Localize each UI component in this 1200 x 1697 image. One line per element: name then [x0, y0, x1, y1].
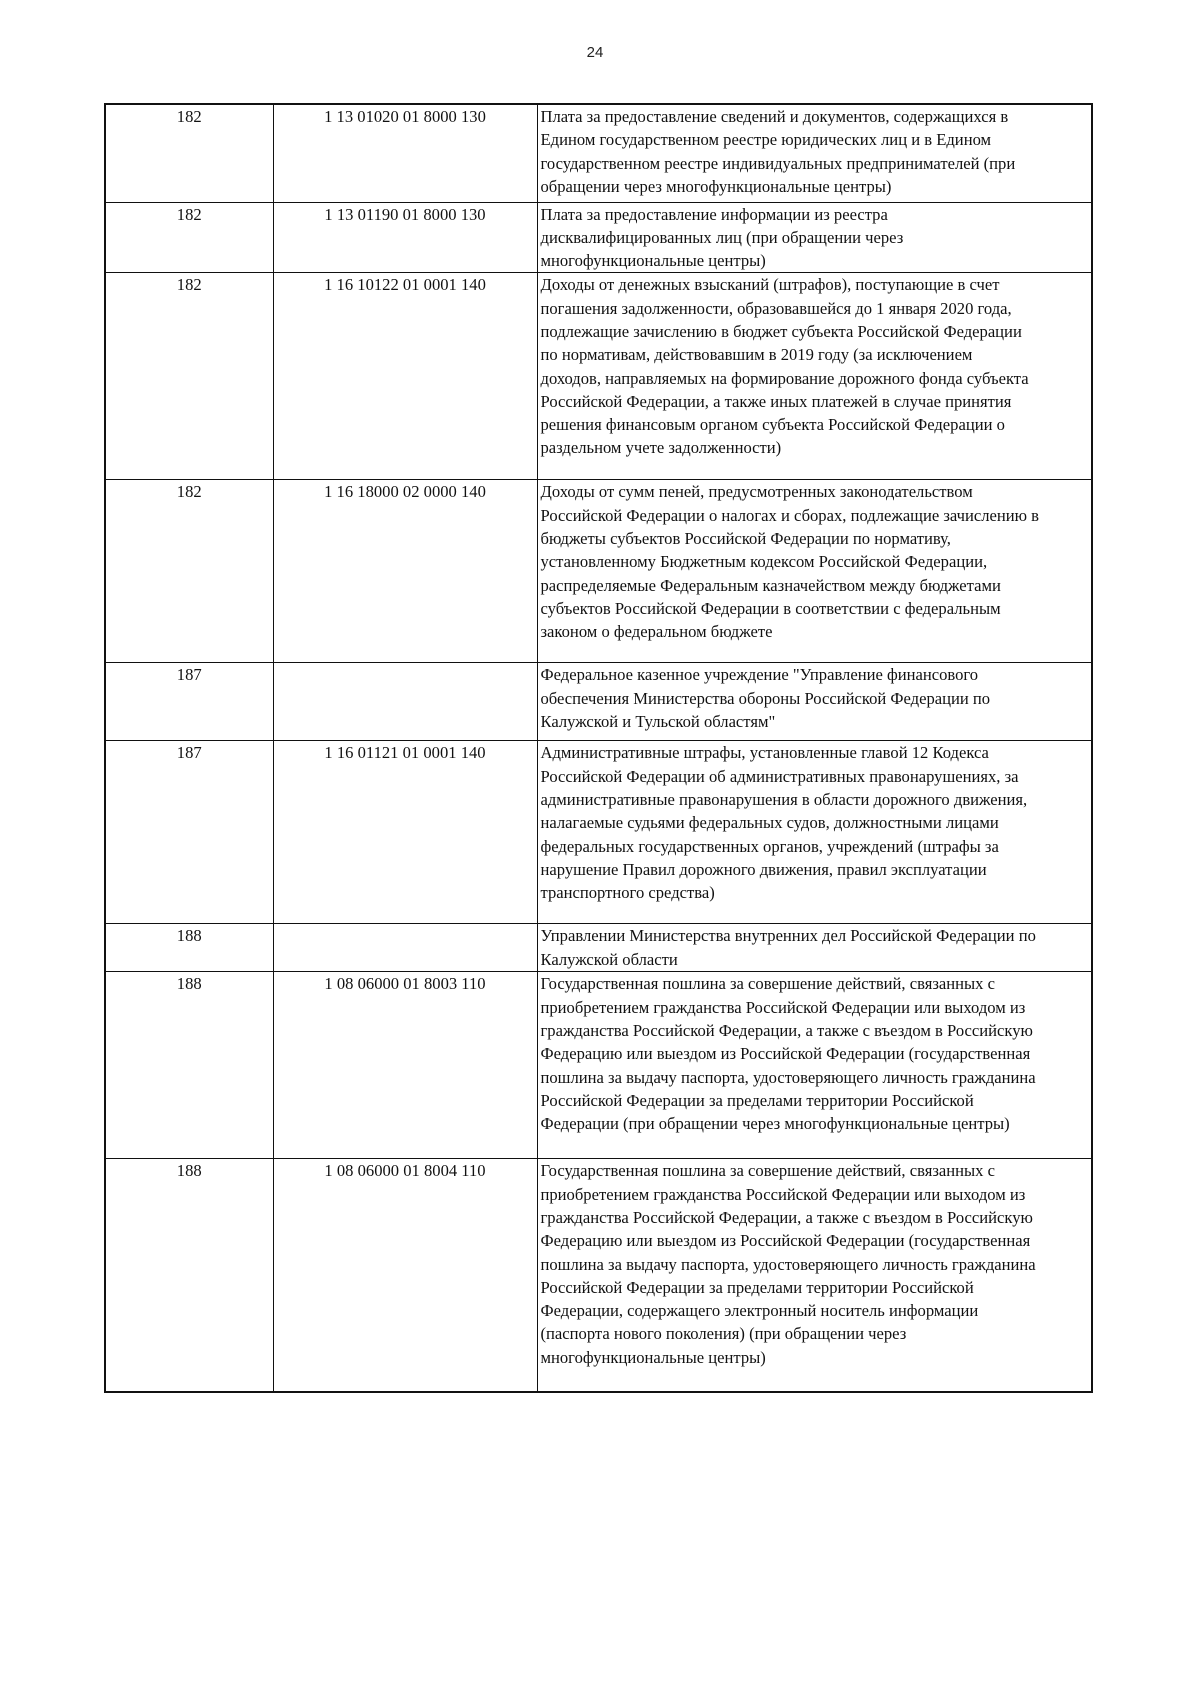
income-name-cell: Доходы от сумм пеней, предусмотренных законодательством Российской Федерации о налогах и сборах, подлежащие зачислению в бюджеты субъектов Российской Федерации по нормативу, установленному Бюджетным кодексом Российской Федерации, распределяемые Федеральным казначейством между бюджетами субъектов Российской Федерации в соответствии с федеральным законом о федеральном бюджете [537, 480, 1092, 663]
admin-code-cell: 187 [105, 741, 273, 924]
budget-code-cell [273, 924, 537, 972]
table-row [105, 663, 1092, 741]
income-name-cell: Плата за предоставление сведений и документов, содержащихся в Едином государственном реестре юридических лиц и в Едином государственном реестре индивидуальных предпринимателей (при обращении через многофункциональные центры) [537, 104, 1092, 202]
table-row [105, 273, 1092, 480]
page-number: 24 [586, 44, 604, 61]
table-row [105, 741, 1092, 924]
admin-code-cell: 188 [105, 1159, 273, 1392]
budget-code-cell: 1 13 01190 01 8000 130 [273, 202, 537, 273]
table-row [105, 972, 1092, 1159]
budget-code-cell: 1 13 01020 01 8000 130 [273, 104, 537, 202]
income-name-cell: Административные штрафы, установленные главой 12 Кодекса Российской Федерации об административных правонарушениях, за административные правонарушения в области дорожного движения, налагаемые судьями федеральных судов, должностными лицами федеральных государственных органов, учреждений (штрафы за нарушение Правил дорожного движения, правил эксплуатации транспортного средства) [537, 741, 1092, 924]
table-row [105, 1159, 1092, 1392]
admin-code-cell: 188 [105, 924, 273, 972]
budget-code-cell: 1 16 01121 01 0001 140 [273, 741, 537, 924]
budget-code-cell: 1 08 06000 01 8004 110 [273, 1159, 537, 1392]
income-name-cell: Государственная пошлина за совершение действий, связанных с приобретением гражданства Российской Федерации или выходом из гражданства Российской Федерации, а также с въездом в Российскую Федерацию или выездом из Российской Федерации (государственная пошлина за выдачу паспорта, удостоверяющего личность гражданина Российской Федерации за пределами территории Российской Федерации, содержащего электронный носитель информации (паспорта нового поколения) (при обращении через многофункциональные центры) [537, 1159, 1092, 1392]
income-name-cell: Плата за предоставление информации из реестра дисквалифицированных лиц (при обращении через многофункциональные центры) [537, 202, 1092, 273]
income-name-cell: Государственная пошлина за совершение действий, связанных с приобретением гражданства Российской Федерации или выходом из гражданства Российской Федерации, а также с въездом в Российскую Федерацию или выездом из Российской Федерации (государственная пошлина за выдачу паспорта, удостоверяющего личность гражданина Российской Федерации за пределами территории Российской Федерации (при обращении через многофункциональные центры) [537, 972, 1092, 1159]
budget-codes-table [104, 103, 1093, 1393]
table-row [105, 924, 1092, 972]
admin-code-cell: 182 [105, 202, 273, 273]
table-row [105, 480, 1092, 663]
table-row [105, 104, 1092, 202]
admin-code-cell: 182 [105, 480, 273, 663]
budget-code-cell [273, 663, 537, 741]
budget-code-cell: 1 08 06000 01 8003 110 [273, 972, 537, 1159]
budget-code-cell: 1 16 18000 02 0000 140 [273, 480, 537, 663]
admin-code-cell: 182 [105, 273, 273, 480]
budget-code-cell: 1 16 10122 01 0001 140 [273, 273, 537, 480]
admin-code-cell: 187 [105, 663, 273, 741]
income-name-cell: Управлении Министерства внутренних дел Российской Федерации по Калужской области [537, 924, 1092, 972]
admin-code-cell: 182 [105, 104, 273, 202]
income-name-cell: Федеральное казенное учреждение "Управление финансового обеспечения Министерства обороны Российской Федерации по Калужской и Тульской областям" [537, 663, 1092, 741]
income-name-cell: Доходы от денежных взысканий (штрафов), поступающие в счет погашения задолженности, образовавшейся до 1 января 2020 года, подлежащие зачислению в бюджет субъекта Российской Федерации по нормативам, действовавшим в 2019 году (за исключением доходов, направляемых на формирование дорожного фонда субъекта Российской Федерации, а также иных платежей в случае принятия решения финансовым органом субъекта Российской Федерации о раздельном учете задолженности) [537, 273, 1092, 480]
table-row [105, 202, 1092, 273]
admin-code-cell: 188 [105, 972, 273, 1159]
